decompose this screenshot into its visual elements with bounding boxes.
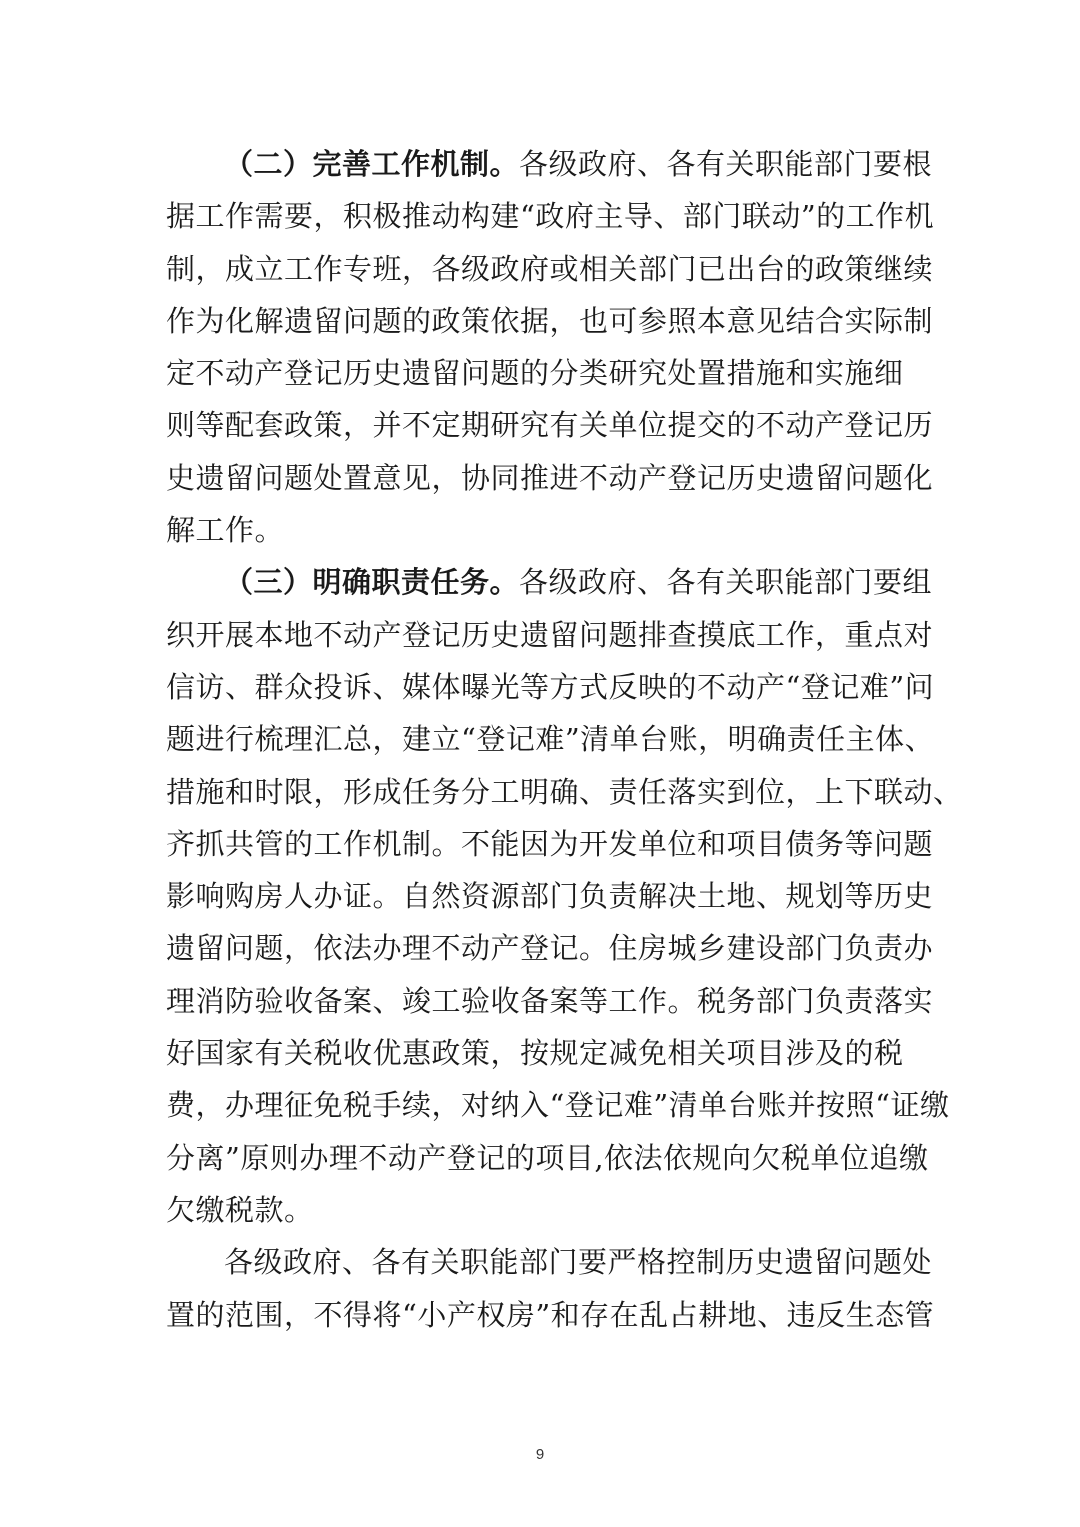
section-2-first-line-text: 各级政府、各有关职能部门要根 <box>519 147 933 181</box>
text-line: 分离”原则办理不动产登记的项目,依法依规向欠税单位追缴 <box>166 1140 929 1175</box>
text-line: 费，办理征免税手续，对纳入“登记难”清单台账并按照“证缴 <box>166 1088 950 1123</box>
text-line: 好国家有关税收优惠政策，按规定减免相关项目涉及的税 <box>166 1036 904 1071</box>
page-number: 9 <box>535 1446 545 1463</box>
paragraph-2-line-1 <box>166 138 933 190</box>
text-line: 欠缴税款。 <box>166 1192 314 1227</box>
text-line: 信访、群众投诉、媒体曝光等方式反映的不动产“登记难”问 <box>166 669 935 704</box>
text-line: 史遗留问题处置意见，协同推进不动产登记历史遗留问题化 <box>166 460 934 495</box>
text-line: 置的范围，不得将“小产权房”和存在乱占耕地、违反生态管 <box>166 1297 935 1332</box>
section-2-heading: （二）完善工作机制。 <box>224 147 520 181</box>
text-line: 据工作需要，积极推动构建“政府主导、部门联动”的工作机 <box>166 199 935 234</box>
text-line: 解工作。 <box>166 513 285 548</box>
text-line: 作为化解遗留问题的政策依据，也可参照本意见结合实际制 <box>166 303 934 338</box>
text-line: 定不动产登记历史遗留问题的分类研究处置措施和实施细 <box>166 356 904 391</box>
text-line: 措施和时限，形成任务分工明确、责任落实到位，上下联动、 <box>166 774 963 809</box>
section-3-heading: （三）明确职责任务。 <box>224 565 520 600</box>
text-line: 制，成立工作专班，各级政府或相关部门已出台的政策继续 <box>166 251 934 286</box>
text-line: 影响购房人办证。自然资源部门负责解决土地、规划等历史 <box>166 879 934 914</box>
paragraph-4-line-1: 各级政府、各有关职能部门要严格控制历史遗留问题处 <box>224 1245 933 1280</box>
text-line: 织开展本地不动产登记历史遗留问题排查摸底工作，重点对 <box>166 617 934 652</box>
paragraph-3-line-1 <box>166 556 933 608</box>
text-line: 题进行梳理汇总，建立“登记难”清单台账，明确责任主体、 <box>166 722 935 757</box>
text-line: 理消防验收备案、竣工验收备案等工作。税务部门负责落实 <box>166 983 934 1018</box>
section-3-first-line-text: 各级政府、各有关职能部门要组 <box>519 565 933 600</box>
body-text <box>166 138 963 1341</box>
text-line: 齐抓共管的工作机制。不能因为开发单位和项目债务等问题 <box>166 826 934 861</box>
text-line: 遗留问题，依法办理不动产登记。住房城乡建设部门负责办 <box>166 931 934 966</box>
text-line: 则等配套政策，并不定期研究有关单位提交的不动产登记历 <box>166 408 934 443</box>
